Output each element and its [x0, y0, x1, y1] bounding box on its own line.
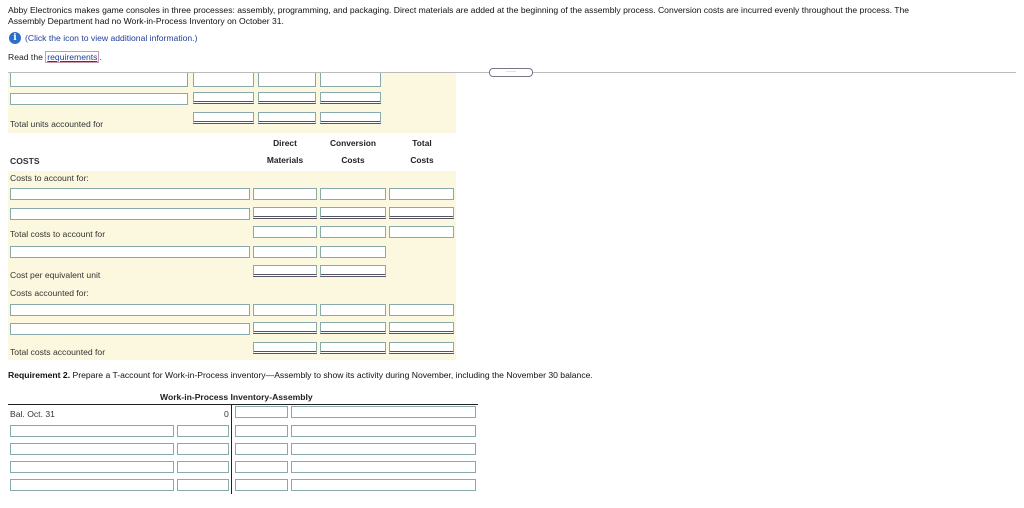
t-account-top-line	[8, 404, 478, 405]
costs-to-account-for-label: Costs to account for:	[10, 173, 89, 183]
t-debit-amount-input-3[interactable]	[177, 443, 229, 455]
cost-per-eu-label-input[interactable]	[10, 246, 250, 258]
accounted-input-2-dm[interactable]	[253, 322, 317, 334]
units-input-2a[interactable]	[193, 92, 254, 104]
t-credit-label-input-1[interactable]	[235, 406, 288, 418]
info-icon[interactable]: i	[9, 32, 21, 44]
conversion-costs-header	[319, 138, 387, 165]
bal-oct-31-value: 0	[224, 409, 229, 419]
t-debit-amount-input-4[interactable]	[177, 461, 229, 473]
total-cost-input-dm[interactable]	[253, 226, 317, 238]
additional-info-link[interactable]: (Click the icon to view additional information.)	[25, 33, 198, 43]
t-debit-label-input-2[interactable]	[10, 425, 174, 437]
t-debit-label-input-5[interactable]	[10, 479, 174, 491]
total-cost-input-cc[interactable]	[320, 226, 386, 238]
total-costs-to-account-for-label: Total costs to account for	[10, 229, 106, 239]
dm-header-line1: Direct	[273, 138, 297, 148]
total-costs-header	[390, 138, 454, 165]
total-header-line1: Total	[412, 138, 432, 148]
additional-info-row[interactable]	[9, 31, 197, 45]
expand-toggle-button[interactable]: ·····	[489, 68, 533, 77]
cost-per-eu-label: Cost per equivalent unit	[10, 270, 101, 280]
cost-input-2-dm[interactable]	[253, 207, 317, 219]
units-input-1b[interactable]	[258, 73, 316, 87]
read-suffix: .	[99, 52, 102, 62]
t-credit-label-input-3[interactable]	[235, 443, 288, 455]
units-input-2b[interactable]	[258, 92, 316, 104]
bal-oct-31-label: Bal. Oct. 31	[10, 409, 55, 419]
accounted-input-2-total[interactable]	[389, 322, 454, 334]
units-input-1a[interactable]	[193, 73, 254, 87]
t-credit-amount-input-3[interactable]	[291, 443, 476, 455]
t-debit-label-input-4[interactable]	[10, 461, 174, 473]
cost-label-input-1[interactable]	[10, 188, 250, 200]
units-input-1c[interactable]	[320, 73, 381, 87]
total-cost-input-total[interactable]	[389, 226, 454, 238]
total-header-line2: Costs	[410, 155, 434, 165]
direct-materials-header	[254, 138, 316, 165]
t-debit-amount-input-5[interactable]	[177, 479, 229, 491]
cc-header-line1: Conversion	[329, 138, 377, 148]
cost-per-eu-input-dm-a[interactable]	[253, 246, 317, 258]
units-label-input-2[interactable]	[10, 93, 188, 105]
requirements-link[interactable]: requirements	[47, 52, 98, 62]
accounted-input-1-cc[interactable]	[320, 304, 386, 316]
cc-header-line2: Costs	[341, 155, 365, 165]
cost-input-2-total[interactable]	[389, 207, 454, 219]
cost-label-input-2[interactable]	[10, 208, 250, 220]
t-credit-label-input-2[interactable]	[235, 425, 288, 437]
accounted-input-1-dm[interactable]	[253, 304, 317, 316]
cost-input-1-total[interactable]	[389, 188, 454, 200]
t-credit-amount-input-5[interactable]	[291, 479, 476, 491]
units-input-2c[interactable]	[320, 92, 381, 104]
cost-input-1-cc[interactable]	[320, 188, 386, 200]
costs-section-title: COSTS	[10, 156, 40, 166]
accounted-label-input-2[interactable]	[10, 323, 250, 335]
cost-per-eu-input-cc-a[interactable]	[320, 246, 386, 258]
total-units-input-a[interactable]	[193, 112, 254, 124]
total-accounted-input-total[interactable]	[389, 342, 454, 354]
total-units-input-b[interactable]	[258, 112, 316, 124]
total-units-label: Total units accounted for	[10, 119, 104, 129]
accounted-input-1-total[interactable]	[389, 304, 454, 316]
units-label-input-1[interactable]	[10, 73, 188, 87]
cost-per-eu-input-cc[interactable]	[320, 265, 386, 277]
t-debit-amount-input-2[interactable]	[177, 425, 229, 437]
requirement-2-body: Prepare a T-account for Work-in-Process inventory—Assembly to show its activity during November, including the November 30 balance.	[70, 370, 593, 380]
costs-accounted-for-label: Costs accounted for:	[10, 288, 89, 298]
cost-input-2-cc[interactable]	[320, 207, 386, 219]
problem-statement	[8, 5, 1008, 27]
t-credit-amount-input-1[interactable]	[291, 406, 476, 418]
cost-input-1-dm[interactable]	[253, 188, 317, 200]
total-accounted-input-cc[interactable]	[320, 342, 386, 354]
cost-per-eu-input-dm[interactable]	[253, 265, 317, 277]
total-units-input-c[interactable]	[320, 112, 381, 124]
read-prefix: Read the	[8, 52, 46, 62]
t-account-title: Work-in-Process Inventory-Assembly	[160, 392, 313, 402]
requirement-2-label: Requirement 2.	[8, 370, 71, 380]
read-requirements-row	[8, 52, 102, 62]
total-costs-accounted-for-label: Total costs accounted for	[10, 347, 106, 357]
problem-line-1: Abby Electronics makes game consoles in three processes: assembly, programming, and packaging. Direct materials are added at the beginning of the assembly process. Conversion costs are incurred evenly throughout the process. The	[8, 5, 910, 15]
t-credit-label-input-4[interactable]	[235, 461, 288, 473]
t-credit-amount-input-2[interactable]	[291, 425, 476, 437]
t-credit-amount-input-4[interactable]	[291, 461, 476, 473]
t-credit-label-input-5[interactable]	[235, 479, 288, 491]
accounted-label-input-1[interactable]	[10, 304, 250, 316]
t-account-center-line	[231, 404, 232, 494]
problem-line-2: Assembly Department had no Work-in-Process Inventory on October 31.	[8, 16, 284, 26]
total-accounted-input-dm[interactable]	[253, 342, 317, 354]
accounted-input-2-cc[interactable]	[320, 322, 386, 334]
requirement-2-text	[8, 370, 593, 380]
t-debit-label-input-3[interactable]	[10, 443, 174, 455]
dm-header-line2: Materials	[266, 155, 304, 165]
